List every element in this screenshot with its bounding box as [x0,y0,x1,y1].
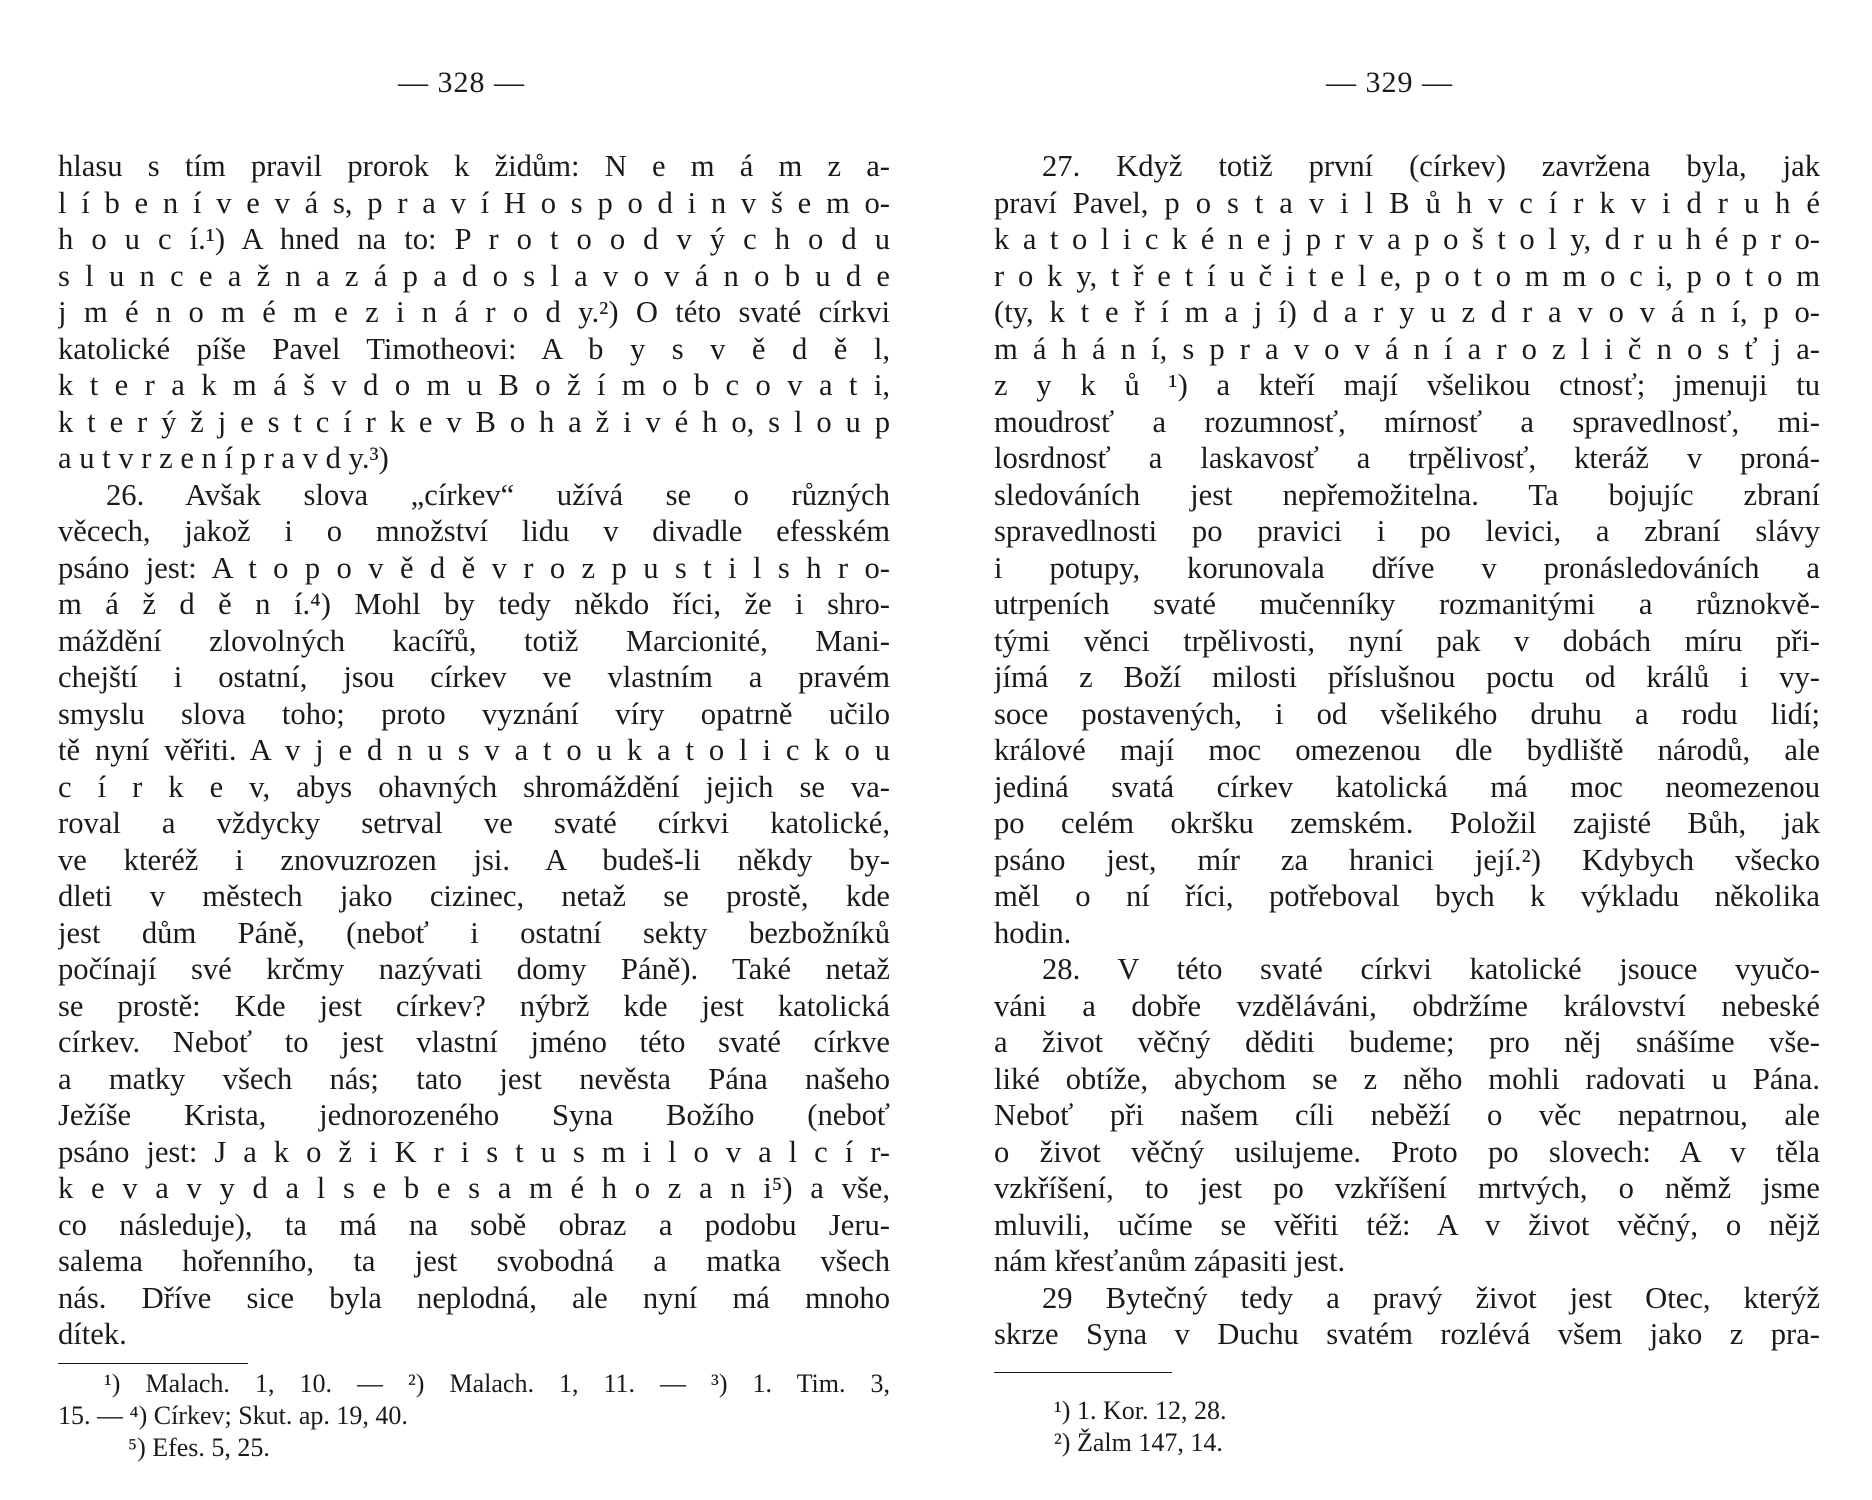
text-line: (ty, k t e ř í m a j í) d a r y u z d r a v o v á n í, p o- [994,295,1820,329]
footnote-line: ¹) Malach. 1, 10. — ²) Malach. 1, 11. — ³) 1. Tim. 3, [104,1369,890,1398]
text-line: Ježíše Krista, jednorozeného Syna Božího (neboť [58,1098,890,1132]
text-line: váni a dobře vzděláváni, obdržíme království nebeské [994,988,1820,1023]
text-line: k e v a v y d a l s e b e s a m é h o z a n i⁵) a vše, [58,1171,890,1205]
text-line: chejští i ostatní, jsou církev ve vlastním a pravém [58,660,890,694]
text-line: se prostě: Kde jest církev? nýbrž kde jest katolická [58,988,890,1023]
text-line: o život věčný usilujeme. Proto po slovech: A v těla [994,1134,1820,1169]
text-line: liké obtíže, abychom se z něho mohli radovati u Pána. [994,1061,1820,1096]
text-line: jímá z Boží milosti příslušnou poctu od králů i vy- [994,660,1820,694]
text-line: r o k y, t ř e t í u č i t e l e, p o t o m m o c i, p o t o m [994,258,1820,293]
footnote-line: ⁵) Efes. 5, 25. [128,1433,270,1462]
text-line: moudrosť a rozumnosť, mírnosť a spravedlnosť, mi- [994,404,1820,439]
text-line: měl o ní říci, potřeboval bych k výkladu několika [994,879,1820,913]
text-line: k t e r ý ž j e s t c í r k e v B o h a ž i v é h o, s l o u p [58,404,890,439]
text-line: počínají své krčmy nazývati domy Páně). Také netaž [58,952,890,986]
text-line: i potupy, korunovala dříve v pronásledováních a [994,550,1820,585]
text-line: nás. Dříve sice byla neplodná, ale nyní má mnoho [58,1280,890,1315]
text-line: c í r k e v, abys ohavných shromáždění jejich se va- [58,769,890,804]
paragraph-start-line: 28. V této svaté církvi katolické jsouce vyučo- [1042,952,1820,986]
text-line: katolické píše Pavel Timotheovi: A b y s v ě d ě l, [58,331,890,366]
text-line: vzkříšení, to jest po vzkříšení mrtvých, o němž jsme [994,1171,1820,1205]
text-line: tými věnci trpělivosti, nyní pak v dobách míru při- [994,623,1820,658]
footnotes [994,1395,1494,1459]
text-line: psáno jest: A t o p o v ě d ě v r o z p u s t i l s h r o- [58,550,890,585]
text-line: salema hořenního, ta jest svobodná a matka všech [58,1244,890,1278]
text-line: z y k ů ¹) a kteří mají všelikou ctnosť; jmenuji tu [994,368,1820,402]
text-line: roval a vždycky setrval ve svaté církvi katolické, [58,806,890,840]
text-line: k t e r a k m á š v d o m u B o ž í m o b c o v a t i, [58,368,890,402]
text-line: dítek. [58,1317,127,1351]
text-line: s l u n c e a ž n a z á p a d o s l a v o v á n o b u d e [58,258,890,293]
text-line: l í b e n í v e v á s, p r a v í H o s p o d i n v š e m o- [58,185,890,220]
text-line: smyslu slova toho; proto vyznání víry opatrně učilo [58,696,890,731]
text-line: a život věčný děditi budeme; pro něj snášíme vše- [994,1025,1820,1059]
text-line: jediná svatá církev katolická má moc neomezenou [994,769,1820,804]
body-text [994,148,1820,1353]
text-line: m á h á n í, s p r a v o v á n í a r o z l i č n o s ť j a- [994,331,1820,366]
text-line: spravedlnosti po pravici i po levici, a zbraní slávy [994,514,1820,548]
footnotes [58,1368,890,1464]
text-line: a u t v r z e n í p r a v d y.³) [58,441,389,475]
footnote-line: ¹) 1. Kor. 12, 28. [1054,1396,1227,1425]
footnote-divider [994,1372,1172,1373]
text-line: losrdnosť a laskavosť a trpělivosť, kteráž v proná- [994,441,1820,475]
paragraph-start-line: 27. Když totiž první (církev) zavržena byla, jak [1042,149,1820,183]
text-line: hodin. [994,915,1072,950]
text-line: soce postavených, i od všelikého druhu a rodu lidí; [994,696,1820,731]
text-line: praví Pavel, p o s t a v i l B ů h v c í r k v i d r u h é [994,185,1820,220]
text-line: věcech, jakož i o množství lidu v divadle efesském [58,514,890,548]
text-line: dleti v městech jako cizinec, netaž se prostě, kde [58,879,890,913]
text-line: po celém okršku zemském. Položil zajisté Bůh, jak [994,806,1820,840]
text-line: jest dům Páně, (neboť i ostatní sekty bezbožníků [58,915,890,950]
paragraph-start-line: 26. Avšak slova „církev“ užívá se o různých [106,477,890,512]
text-line: ve kteréž i znovuzrozen jsi. A budeš-li někdy by- [58,842,890,877]
footnote-divider [58,1363,248,1364]
text-line: a matky všech nás; tato jest nevěsta Pána našeho [58,1061,890,1096]
footnote-line: ²) Žalm 147, 14. [1054,1428,1223,1457]
right-page [936,0,1872,1500]
text-line: skrze Syna v Duchu svatém rozlévá všem jako z pra- [994,1317,1820,1351]
text-line: psáno jest, mír za hranici její.²) Kdybych všecko [994,842,1820,877]
paragraph-start-line: 29 Bytečný tedy a pravý život jest Otec, kterýž [1042,1280,1820,1315]
page-number: — 329 — [1326,66,1453,99]
page-number: — 328 — [398,66,525,99]
body-text [58,148,890,1353]
text-line: tě nyní věřiti. A v j e d n u s v a t o u k a t o l i c k o u [58,733,890,767]
text-line: co následuje), ta má na sobě obraz a podobu Jeru- [58,1207,890,1242]
text-line: m á ž d ě n í.⁴) Mohl by tedy někdo říci, že i shro- [58,587,890,621]
text-line: církev. Neboť to jest vlastní jméno této svaté církve [58,1025,890,1059]
text-line: máždění zlovolných kacířů, totiž Marcionité, Mani- [58,623,890,658]
text-line: utrpeních svaté mučenníky rozmanitými a různokvě- [994,587,1820,621]
text-line: psáno jest: J a k o ž i K r i s t u s m i l o v a l c í r- [58,1134,890,1169]
footnote-line: 15. — ⁴) Církev; Skut. ap. 19, 40. [58,1401,408,1430]
text-line: Neboť při našem cíli neběží o věc nepatrnou, ale [994,1098,1820,1132]
text-line: sledováních jest nepřemožitelna. Ta bojujíc zbraní [994,477,1820,512]
text-line: nám křesťanům zápasiti jest. [994,1244,1346,1278]
text-line: j m é n o m é m e z i n á r o d y.²) O této svaté církvi [58,295,890,329]
text-line: h o u c í.¹) A hned na to: P r o t o o d v ý c h o d u [58,222,890,256]
text-line: hlasu s tím pravil prorok k židům: N e m á m z a- [58,149,890,183]
text-line: králové mají moc omezenou dle bydliště národů, ale [994,733,1820,767]
text-line: mluvili, učíme se věřiti též: A v život věčný, o nějž [994,1207,1820,1242]
text-line: k a t o l i c k é n e j p r v a p o š t o l y, d r u h é p r o- [994,222,1820,256]
